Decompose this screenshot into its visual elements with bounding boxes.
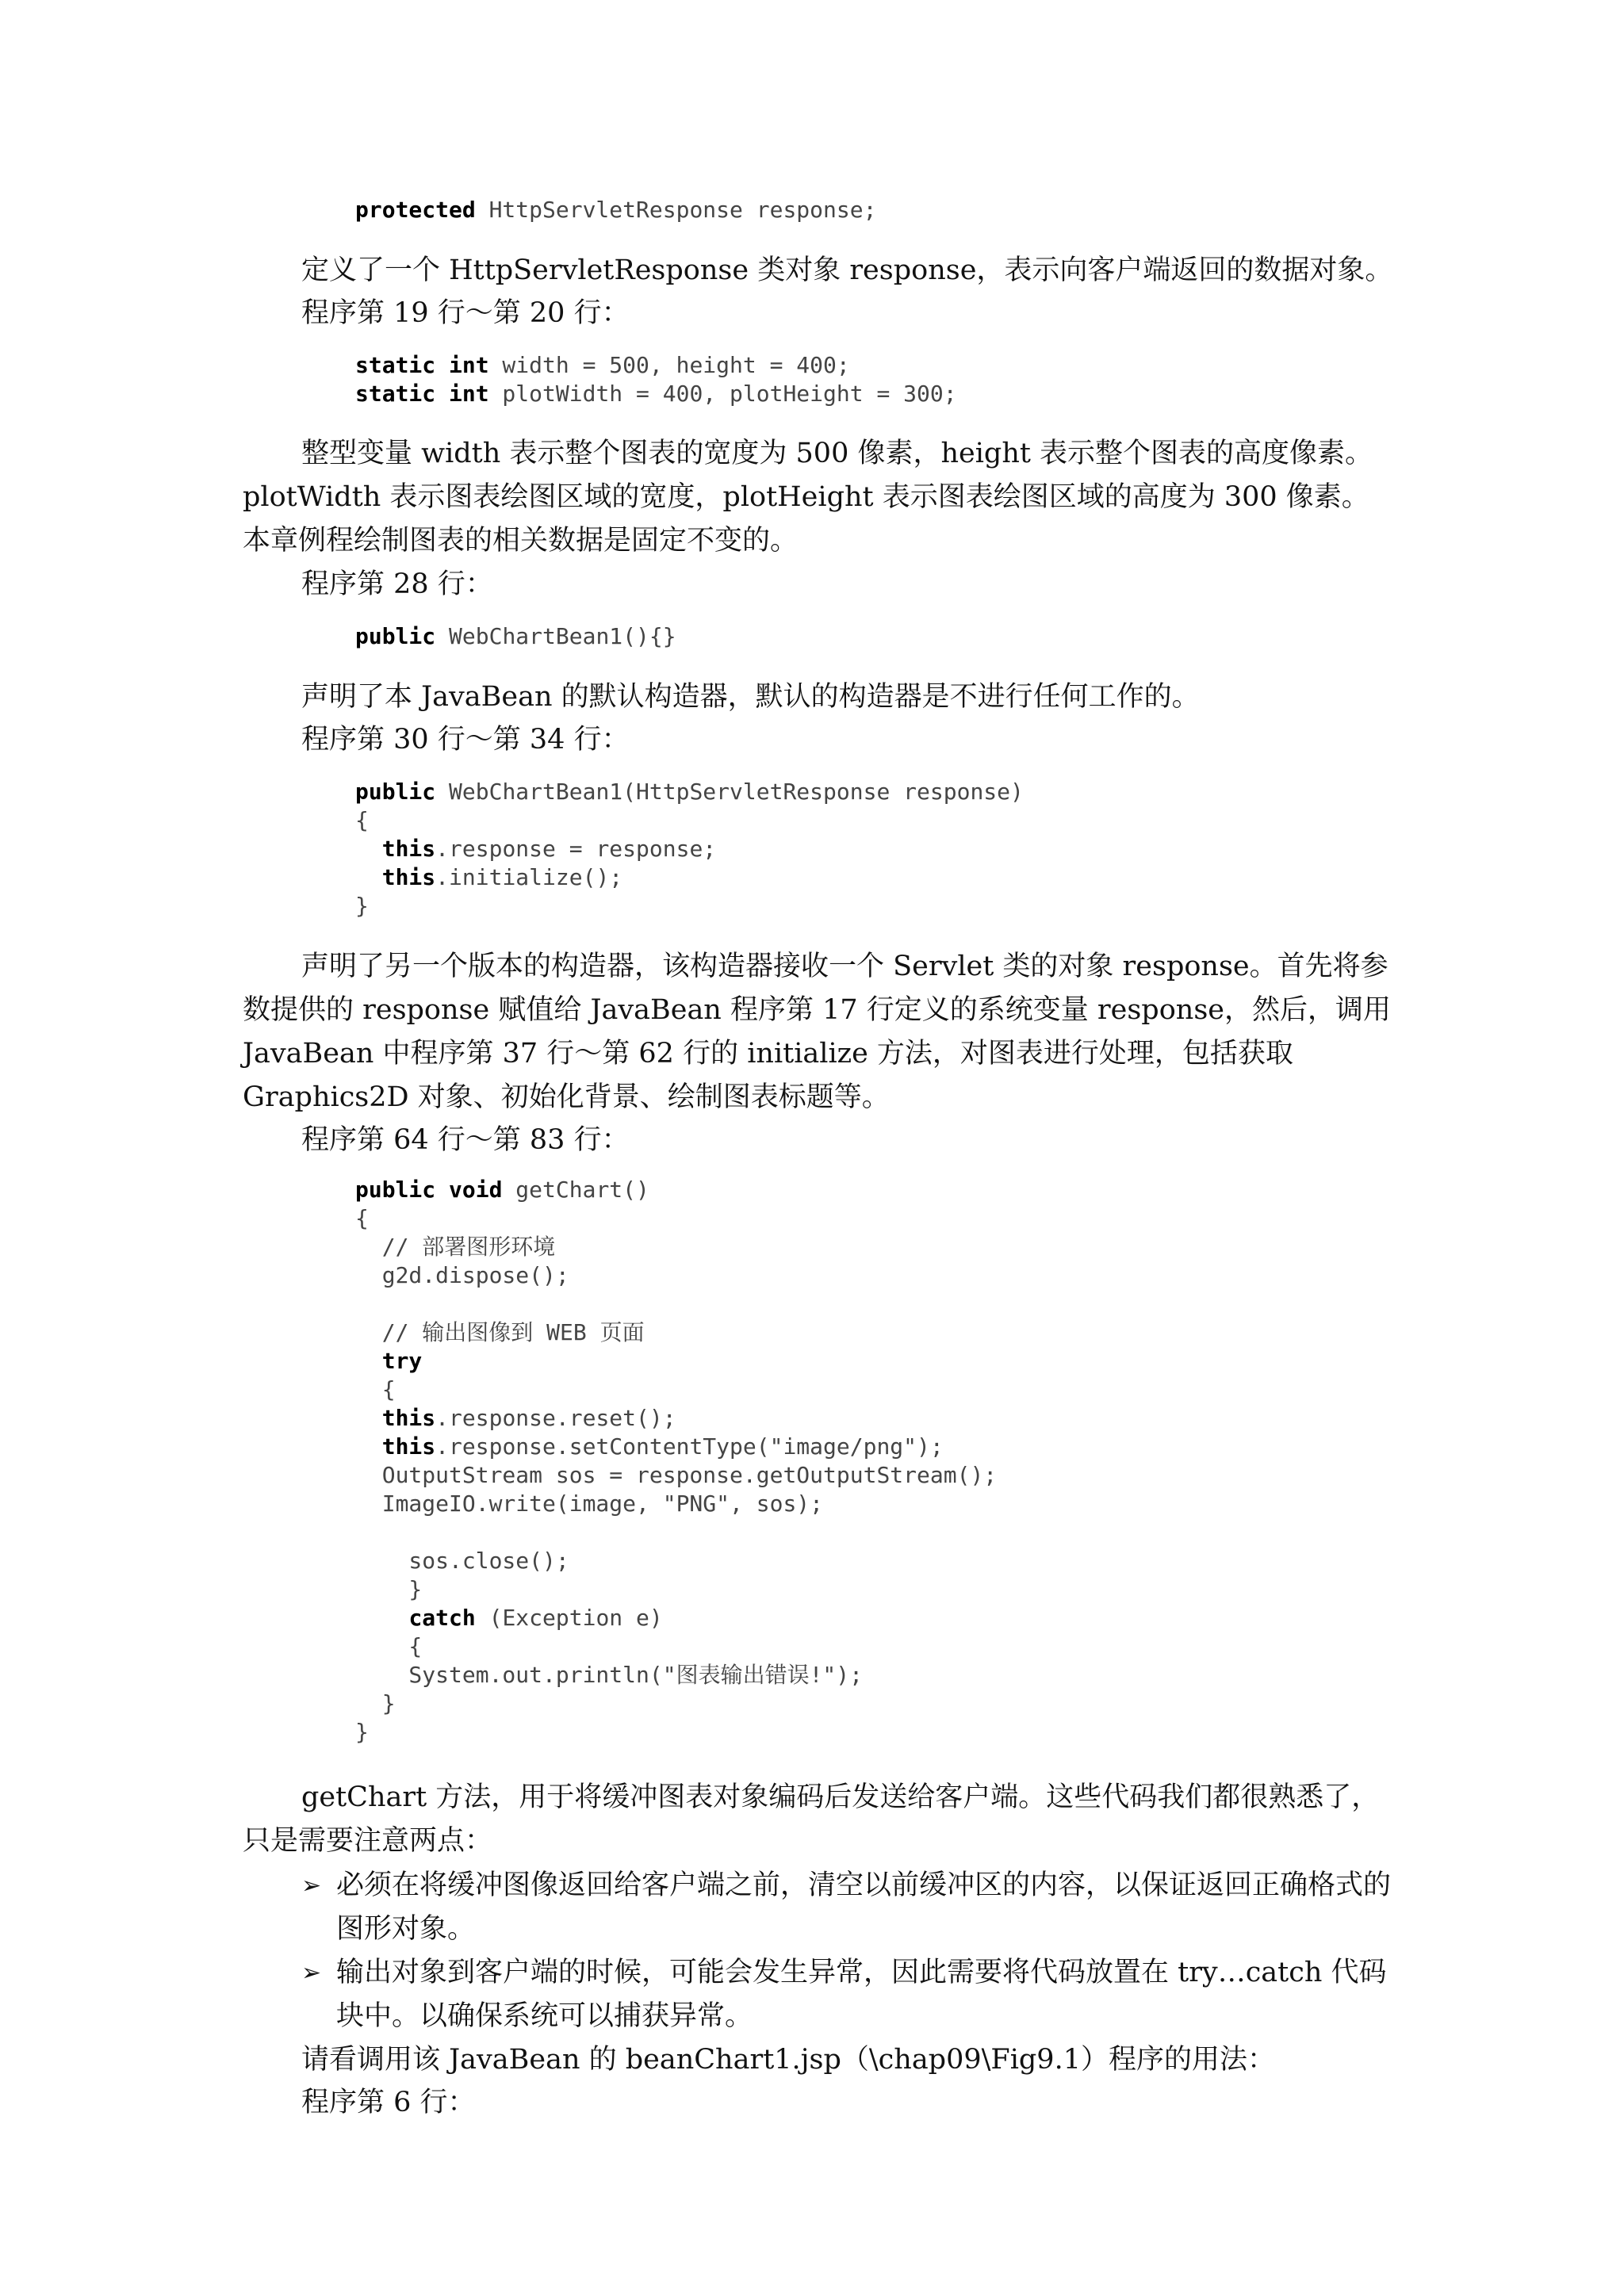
code-line xyxy=(355,196,876,224)
bullet-text: 必须在将缓冲图像返回给客户端之前，清空以前缓冲区的内容，以保证返回正确格式的图形对象。 xyxy=(336,1869,1392,1945)
code-keyword: this xyxy=(381,1405,436,1431)
code-keyword: static int xyxy=(355,352,489,378)
code-line xyxy=(355,1604,997,1632)
code-line xyxy=(355,1661,997,1689)
bullet-arrow-icon: ➢ xyxy=(301,1872,322,1900)
code-text: width = 500, height = 400; xyxy=(488,352,850,378)
code-block xyxy=(355,196,876,224)
code-line xyxy=(355,1318,997,1347)
paragraph: 程序第 6 行： xyxy=(301,2087,476,2118)
code-text: { xyxy=(355,807,369,833)
code-keyword: protected xyxy=(355,197,476,223)
bullet-item xyxy=(301,1951,1396,2038)
paragraph: 程序第 30 行～第 34 行： xyxy=(301,724,630,756)
code-line xyxy=(355,1233,997,1261)
code-text xyxy=(355,1433,382,1460)
code-text xyxy=(355,1405,382,1431)
code-text: plotWidth = 400, plotHeight = 300; xyxy=(488,381,957,407)
paragraph: 整型变量 width 表示整个图表的宽度为 500 像素，height 表示整个图表的高度像素。plotWidth 表示图表绘图区域的宽度，plotHeight 表示图表绘图区域的高度为 300 像素。本章例程绘制图表的相关数据是固定不变的。 xyxy=(243,438,1373,557)
paragraph: getChart 方法，用于将缓冲图表对象编码后发送给客户端。这些代码我们都很熟悉了，只是需要注意两点： xyxy=(243,1781,1380,1857)
code-text: // 部署图形环境 xyxy=(355,1234,556,1260)
paragraph: 程序第 28 行： xyxy=(301,568,493,600)
code-text: System.out.println("图表输出错误!"); xyxy=(355,1662,864,1688)
code-block xyxy=(355,351,957,408)
code-text: WebChartBean1(HttpServletResponse response) xyxy=(435,779,1024,805)
code-keyword: public xyxy=(355,779,436,805)
paragraph: 程序第 19 行～第 20 行： xyxy=(301,297,630,329)
code-line xyxy=(355,1176,997,1204)
code-keyword: this xyxy=(381,1433,436,1460)
code-text: ImageIO.write(image, "PNG", sos); xyxy=(355,1490,824,1517)
code-line xyxy=(355,892,1024,920)
code-line xyxy=(355,1490,997,1518)
code-keyword: this xyxy=(381,836,436,862)
code-line xyxy=(355,1347,997,1376)
paragraph: 声明了本 JavaBean 的默认构造器，默认的构造器是不进行任何工作的。 xyxy=(301,681,1200,713)
code-line xyxy=(355,1433,997,1461)
code-text: getChart() xyxy=(502,1177,649,1203)
code-keyword: static int xyxy=(355,381,489,407)
code-text: { xyxy=(355,1633,423,1659)
code-keyword: catch xyxy=(408,1605,476,1631)
code-line xyxy=(355,1689,997,1718)
code-text: } xyxy=(355,893,369,919)
code-text xyxy=(355,1348,382,1374)
code-text: { xyxy=(355,1376,396,1402)
code-text: } xyxy=(355,1719,369,1745)
code-line xyxy=(355,1718,997,1747)
bullet-item xyxy=(301,1864,1396,1951)
code-line xyxy=(355,1204,997,1233)
code-text: WebChartBean1(){} xyxy=(435,623,676,649)
code-text: .response.setContentType("image/png"); xyxy=(435,1433,944,1460)
code-line xyxy=(355,863,1024,892)
code-line xyxy=(355,1518,997,1547)
code-text: (Exception e) xyxy=(475,1605,663,1631)
code-block xyxy=(355,778,1024,920)
code-keyword: public xyxy=(355,623,436,649)
code-line xyxy=(355,835,1024,863)
code-line xyxy=(355,351,957,380)
code-line xyxy=(355,1547,997,1575)
code-text: { xyxy=(355,1205,369,1231)
code-text: sos.close(); xyxy=(355,1548,569,1574)
code-line xyxy=(355,380,957,408)
code-text: HttpServletResponse response; xyxy=(475,197,877,223)
code-line xyxy=(355,1575,997,1604)
code-line xyxy=(355,1461,997,1490)
code-text: .response.reset(); xyxy=(435,1405,676,1431)
code-text: .initialize(); xyxy=(435,864,623,890)
code-text xyxy=(355,864,382,890)
bullet-text: 输出对象到客户端的时候，可能会发生异常，因此需要将代码放置在 try…catch 代码块中。以确保系统可以捕获异常。 xyxy=(336,1957,1387,2032)
code-text: } xyxy=(355,1576,423,1602)
code-line xyxy=(355,1632,997,1661)
code-line xyxy=(355,1290,997,1318)
code-line xyxy=(355,1404,997,1433)
code-text xyxy=(355,836,382,862)
code-keyword: try xyxy=(381,1348,423,1374)
paragraph: 程序第 64 行～第 83 行： xyxy=(301,1124,630,1156)
paragraph: 定义了一个 HttpServletResponse 类对象 response，表示向客户端返回的数据对象。 xyxy=(301,254,1393,286)
code-keyword: this xyxy=(381,864,436,890)
code-line xyxy=(355,1376,997,1404)
code-text: .response = response; xyxy=(435,836,717,862)
paragraph: 请看调用该 JavaBean 的 beanChart1.jsp（\chap09\Fig9.1）程序的用法： xyxy=(301,2044,1275,2076)
code-line xyxy=(355,778,1024,806)
code-block xyxy=(355,622,676,651)
code-text xyxy=(355,1605,408,1631)
paragraph: 声明了另一个版本的构造器，该构造器接收一个 Servlet 类的对象 response。首先将参数提供的 response 赋值给 JavaBean 程序第 17 行定义的系统变量 response，然后，调用 JavaBean 中程序第 37 行～第 62 行的 initialize 方法，对图表进行处理，包括获取 Graphics2D 对象、初始化背景、绘制图表标题等。 xyxy=(243,951,1391,1113)
code-text: OutputStream sos = response.getOutputStream(); xyxy=(355,1462,998,1488)
code-block xyxy=(355,1176,997,1747)
code-line xyxy=(355,806,1024,835)
bullet-arrow-icon: ➢ xyxy=(301,1959,322,1987)
code-text: g2d.dispose(); xyxy=(355,1262,569,1288)
code-line xyxy=(355,1261,997,1290)
code-line xyxy=(355,622,676,651)
code-text: } xyxy=(355,1690,396,1716)
code-text: // 输出图像到 WEB 页面 xyxy=(355,1319,645,1345)
code-keyword: public void xyxy=(355,1177,503,1203)
